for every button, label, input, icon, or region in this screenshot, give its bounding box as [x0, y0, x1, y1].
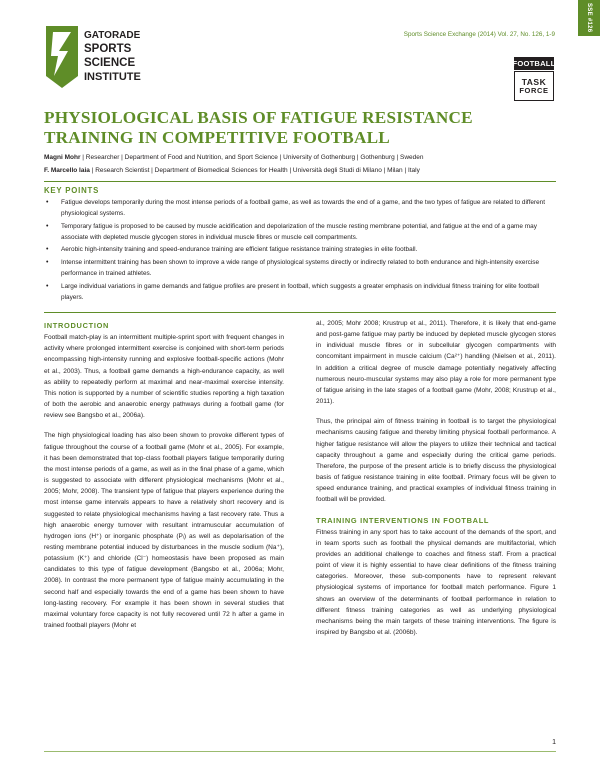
- key-points-list: [46, 197, 556, 304]
- logo-line-1: GATORADE: [84, 30, 141, 41]
- author-affiliation: | Research Scientist | Department of Biomedical Sciences for Health | Università degli Studi di Milano | Milan | Italy: [89, 166, 420, 174]
- introduction-heading: INTRODUCTION: [44, 321, 110, 330]
- logo-line-2: SPORTS: [84, 43, 132, 55]
- logo-badge: [46, 26, 78, 88]
- footer-rule: [44, 751, 556, 752]
- key-point: • Temporary fatigue is proposed to be caused by muscle acidification and depolarization of the muscle resting membrane potential, and fatigue at the end of a game may associate with depleted muscle glycogen stores in individual muscle fibres or muscle cell compartments.: [46, 221, 556, 243]
- author-name: F. Marcello Iaia: [44, 166, 90, 174]
- key-point: • Fatigue develops temporarily during the most intense periods of a football game, as well as towards the end of a game, and the two types of fatigue are related to different physiological systems.: [46, 197, 556, 219]
- body-paragraph: Thus, the principal aim of fitness training in football is to target the physiological mechanisms causing fatigue and thereby limiting physical football performance. A higher fatigue resistance will allow the players to utilize their technical and tactical capacity throughout a game and especially during the critical game periods. Therefore, the purpose of the present article is to briefly discuss the physiological basis of fatigue resistance training in elite football. Primary focus will be given to speed endurance training, and practical examples of individual fitness training in football will be provided.: [316, 418, 556, 504]
- key-point: • Intense intermittent training has been shown to improve a wide range of physiological systems directly or indirectly related to both endurance and high-intensity exercise performance in trained athletes.: [46, 257, 556, 279]
- body-paragraph: al., 2005; Mohr 2008; Krustrup et al., 2011). Therefore, it is likely that end-game and post-game fatigue may partly be induced by depleted muscle glycogen stores in individual muscle fibres or in subcellular glycogen compartments with concomitant impairment in muscle calcium (Ca²⁺) handling (Nielsen et al., 2011). In addition a critical degree of muscle damage potentially negatively affecting numerous neuro-muscular systems may also play a role for more permanent type of fatigue arising in the late stages of a football game (Mohr, 2008; Krustrup et al., 2011).: [316, 320, 556, 406]
- sport-tag: FOOTBALL: [512, 59, 556, 68]
- task-force-badge: [514, 71, 554, 101]
- issue-corner-tab: SSE #126: [578, 0, 600, 36]
- author-name: Magni Mohr: [44, 154, 81, 161]
- page-number: 1: [552, 739, 556, 746]
- journal-reference: Sports Science Exchange (2014) Vol. 27, No. 126, 1-9: [403, 31, 555, 38]
- key-points-top-rule: [44, 181, 556, 182]
- author-line: [44, 152, 574, 165]
- gatorade-ssi-logo: [44, 24, 172, 94]
- key-points-bottom-rule: [44, 312, 556, 313]
- training-interventions-heading: TRAINING INTERVENTIONS IN FOOTBALL: [316, 515, 490, 525]
- author-list: [44, 152, 574, 177]
- key-points-heading: KEY POINTS: [44, 186, 100, 195]
- task-force-line-1: TASK: [521, 77, 547, 87]
- article-title: PHYSIOLOGICAL BASIS OF FATIGUE RESISTANCE TRAINING IN COMPETITIVE FOOTBALL: [44, 108, 473, 147]
- left-column: [44, 320, 284, 640]
- logo-line-4: INSTITUTE: [84, 71, 141, 83]
- key-point: • Aerobic high-intensity training and speed-endurance training are efficient fatigue resistance training strategies in elite football.: [46, 244, 556, 255]
- body-paragraph: Football match-play is an intermittent multiple-sprint sport with frequent changes in activity where prolonged intermittent exercise is conjoined with short-term periods encompassing high-intensity running and explosive football-specific actions (Mohr et al., 2003). Thus, a football game demands a high-endurance capacity, as well as ability to repeatedly perform at maximal and near-maximal exercise intensity. This notion is supported by a number of scientific studies reporting a high taxation of both the aerobic and anaerobic energy pathways during a football game (for review see Bangsbo et al., 2006a).: [44, 334, 284, 420]
- task-force-line-2: FORCE: [519, 85, 549, 95]
- body-paragraph: The high physiological loading has also been shown to provoke different types of fatigue throughout the course of a football game (Mohr et al., 2005). For example, it has been demonstrated that top-class football players fatigue temporarily during the most intense periods of a game, as well as in the final phase of a game, which is suggested to associate with different physiological mechanisms (Mohr et al., 2005; Mohr, 2008). The transient type of fatigue that players experience during the most intense game intervals appears to have a relatively short recovery and is suggested to relate physiological mechanisms having a fast recovery rate. Thus a high anaerobic energy turnover with resultant intramuscular accumulation of hydrogen ions (H⁺) or inorganic phosphate (Pᵢ) as well as depolarisation of the resting membrane potential induced by disturbances in the muscle sodium (Na⁺), potassium (K⁺) and chloride (Cl⁻) homeostasis have been proposed as main candidates to this type of fatigue development (Bangsbo et al., 2006a; Mohr, 2008). In contrast the more permanent type of fatigue mainly accumulating in the second half and especially towards the end of a game has been shown to have long-lasting recovery. For example it has been shown in several studies that maximal voluntary force capacity is not fully recovered until 72 h after a game in trained football players (Mohr et: [44, 432, 284, 630]
- author-line: [44, 165, 574, 178]
- right-column: [316, 318, 556, 647]
- author-affiliation: | Researcher | Department of Food and Nutrition, and Sport Science | University of Gothenburg | Gothenburg | Sweden: [80, 154, 424, 161]
- logo-line-3: SCIENCE: [84, 57, 136, 69]
- body-paragraph: Fitness training in any sport has to take account of the demands of the sport, and in team sports such as football the physical demands are multifactorial, which provides an additional challenge to coaches and fitness staff. From a practical point of view it is highly essential to have clear definitions of the fitness training categories. Moreover, these sub-components have to represent relevant physiological systems of importance for football match performance. Figure 1 shows an overview of the determinants of football performance in relation to different fitness training categories as well as underlying physiological mechanisms being the main targets of these training interventions. The figure is inspired by Bangsbo et al. (2006b).: [316, 528, 556, 637]
- key-point: • Large individual variations in game demands and fatigue profiles are present in football, which suggests a greater emphasis on individual fitness training for elite football players.: [46, 281, 556, 303]
